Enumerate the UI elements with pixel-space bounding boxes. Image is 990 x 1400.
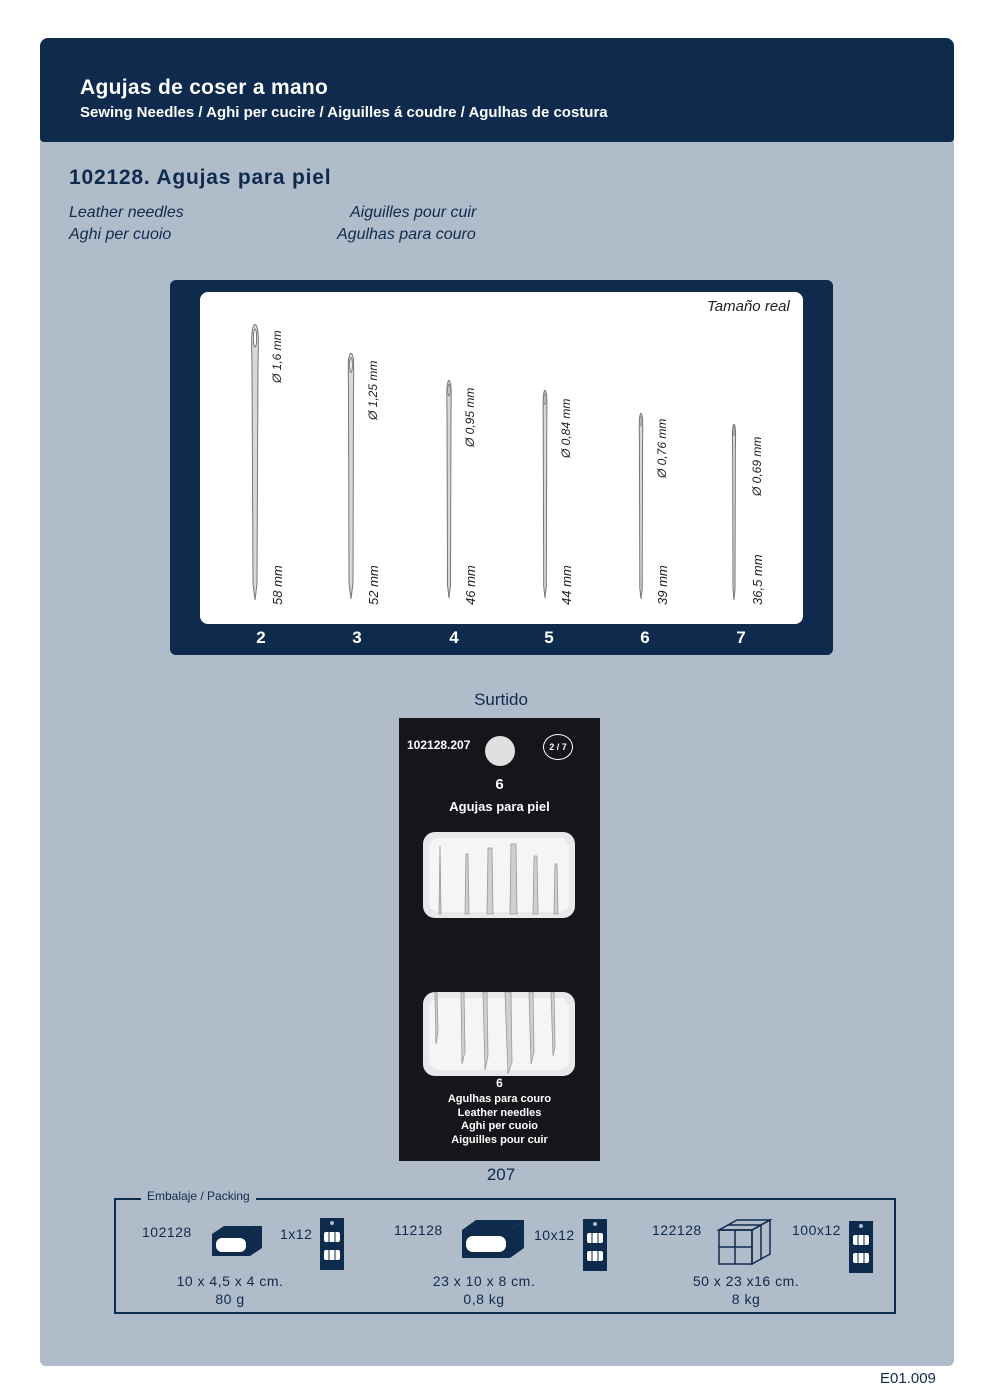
packing-dims-3: 50 x 23 x16 cm. bbox=[692, 1273, 800, 1289]
needle-6-image bbox=[636, 413, 646, 601]
needle-pack-card bbox=[399, 718, 600, 1161]
packing-qty-2: 10x12 bbox=[534, 1227, 575, 1243]
header-title: Agujas de coser a mano bbox=[80, 76, 329, 99]
needle-6-diameter: Ø 0,76 mm bbox=[655, 418, 669, 478]
needle-6-length: 39 mm bbox=[655, 565, 670, 605]
packing-ref-3: 122128 bbox=[652, 1222, 702, 1238]
needle-3-diameter: Ø 1,25 mm bbox=[366, 360, 380, 420]
needle-number-2: 2 bbox=[256, 628, 266, 647]
product-title: 102128. Agujas para piel bbox=[69, 166, 332, 189]
needle-4-length: 46 mm bbox=[463, 565, 478, 605]
packing-dims-2: 23 x 10 x 8 cm. bbox=[432, 1273, 536, 1289]
assortment-label: Surtido bbox=[474, 690, 528, 709]
needle-display bbox=[200, 292, 803, 624]
pack-bottom-count: 6 bbox=[496, 1076, 503, 1090]
pack-name-pt: Agulhas para couro bbox=[447, 1093, 552, 1105]
needle-number-6: 6 bbox=[640, 628, 650, 647]
needle-7-length: 36,5 mm bbox=[750, 554, 765, 605]
pack-name: Agujas para piel bbox=[449, 799, 550, 814]
needle-3-image bbox=[345, 353, 357, 601]
packing-qty-3: 100x12 bbox=[792, 1222, 841, 1238]
name-pt: Agulhas para couro bbox=[337, 226, 476, 243]
header-subtitle: Sewing Needles / Aghi per cucire / Aiguilles á coudre / Agulhas de costura bbox=[80, 104, 608, 121]
pack-name-fr: Aiguilles pour cuir bbox=[451, 1133, 548, 1146]
box-medium-icon bbox=[460, 1218, 526, 1260]
assortment-code: 207 bbox=[486, 1165, 516, 1184]
name-fr: Aiguilles pour cuir bbox=[350, 204, 477, 221]
hang-hole bbox=[485, 736, 515, 766]
needle-card-icon bbox=[849, 1221, 873, 1273]
packing-legend: Embalaje / Packing bbox=[141, 1189, 256, 1203]
needle-5-image bbox=[540, 390, 550, 600]
packing-weight-1: 80 g bbox=[215, 1291, 245, 1307]
packing-ref-1: 102128 bbox=[142, 1224, 192, 1240]
needle-4-image bbox=[444, 380, 454, 600]
needle-card-icon bbox=[320, 1218, 344, 1270]
needle-7-diameter: Ø 0,69 mm bbox=[750, 436, 764, 496]
needle-number-7: 7 bbox=[736, 628, 746, 647]
name-it: Aghi per cuoio bbox=[69, 226, 172, 243]
pack-bottom-names bbox=[399, 1093, 600, 1147]
packing-dims-1: 10 x 4,5 x 4 cm. bbox=[176, 1273, 284, 1289]
name-en: Leather needles bbox=[69, 204, 184, 221]
needle-number-3: 3 bbox=[352, 628, 362, 647]
packing-weight-3: 8 kg bbox=[731, 1291, 761, 1307]
box-small-icon bbox=[210, 1224, 264, 1258]
needle-7-image bbox=[729, 424, 739, 602]
needle-number-4: 4 bbox=[449, 628, 459, 647]
pack-window-bottom bbox=[423, 992, 575, 1076]
needle-3-length: 52 mm bbox=[366, 565, 381, 605]
packing-weight-2: 0,8 kg bbox=[463, 1291, 505, 1307]
size-note: Tamaño real bbox=[707, 298, 790, 315]
pack-window-top bbox=[423, 832, 575, 918]
needle-5-diameter: Ø 0,84 mm bbox=[559, 398, 573, 458]
needle-number-5: 5 bbox=[544, 628, 554, 647]
needle-5-length: 44 mm bbox=[559, 565, 574, 605]
needle-4-diameter: Ø 0,95 mm bbox=[463, 387, 477, 447]
packing-ref-2: 112128 bbox=[394, 1222, 443, 1238]
needle-card-icon bbox=[583, 1219, 607, 1271]
page-code: E01.009 bbox=[880, 1370, 936, 1387]
pack-name-it: Aghi per cuoio bbox=[461, 1120, 538, 1132]
needle-2-length: 58 mm bbox=[270, 565, 285, 605]
box-large-icon bbox=[716, 1216, 774, 1268]
sizes-badge: 2 / 7 bbox=[543, 734, 573, 760]
pack-count: 6 bbox=[495, 776, 504, 793]
pack-ref: 102128.207 bbox=[407, 738, 471, 752]
needle-2-diameter: Ø 1,6 mm bbox=[270, 330, 284, 383]
needle-2-image bbox=[248, 324, 262, 604]
pack-name-en: Leather needles bbox=[457, 1106, 542, 1119]
packing-qty-1: 1x12 bbox=[280, 1226, 313, 1242]
